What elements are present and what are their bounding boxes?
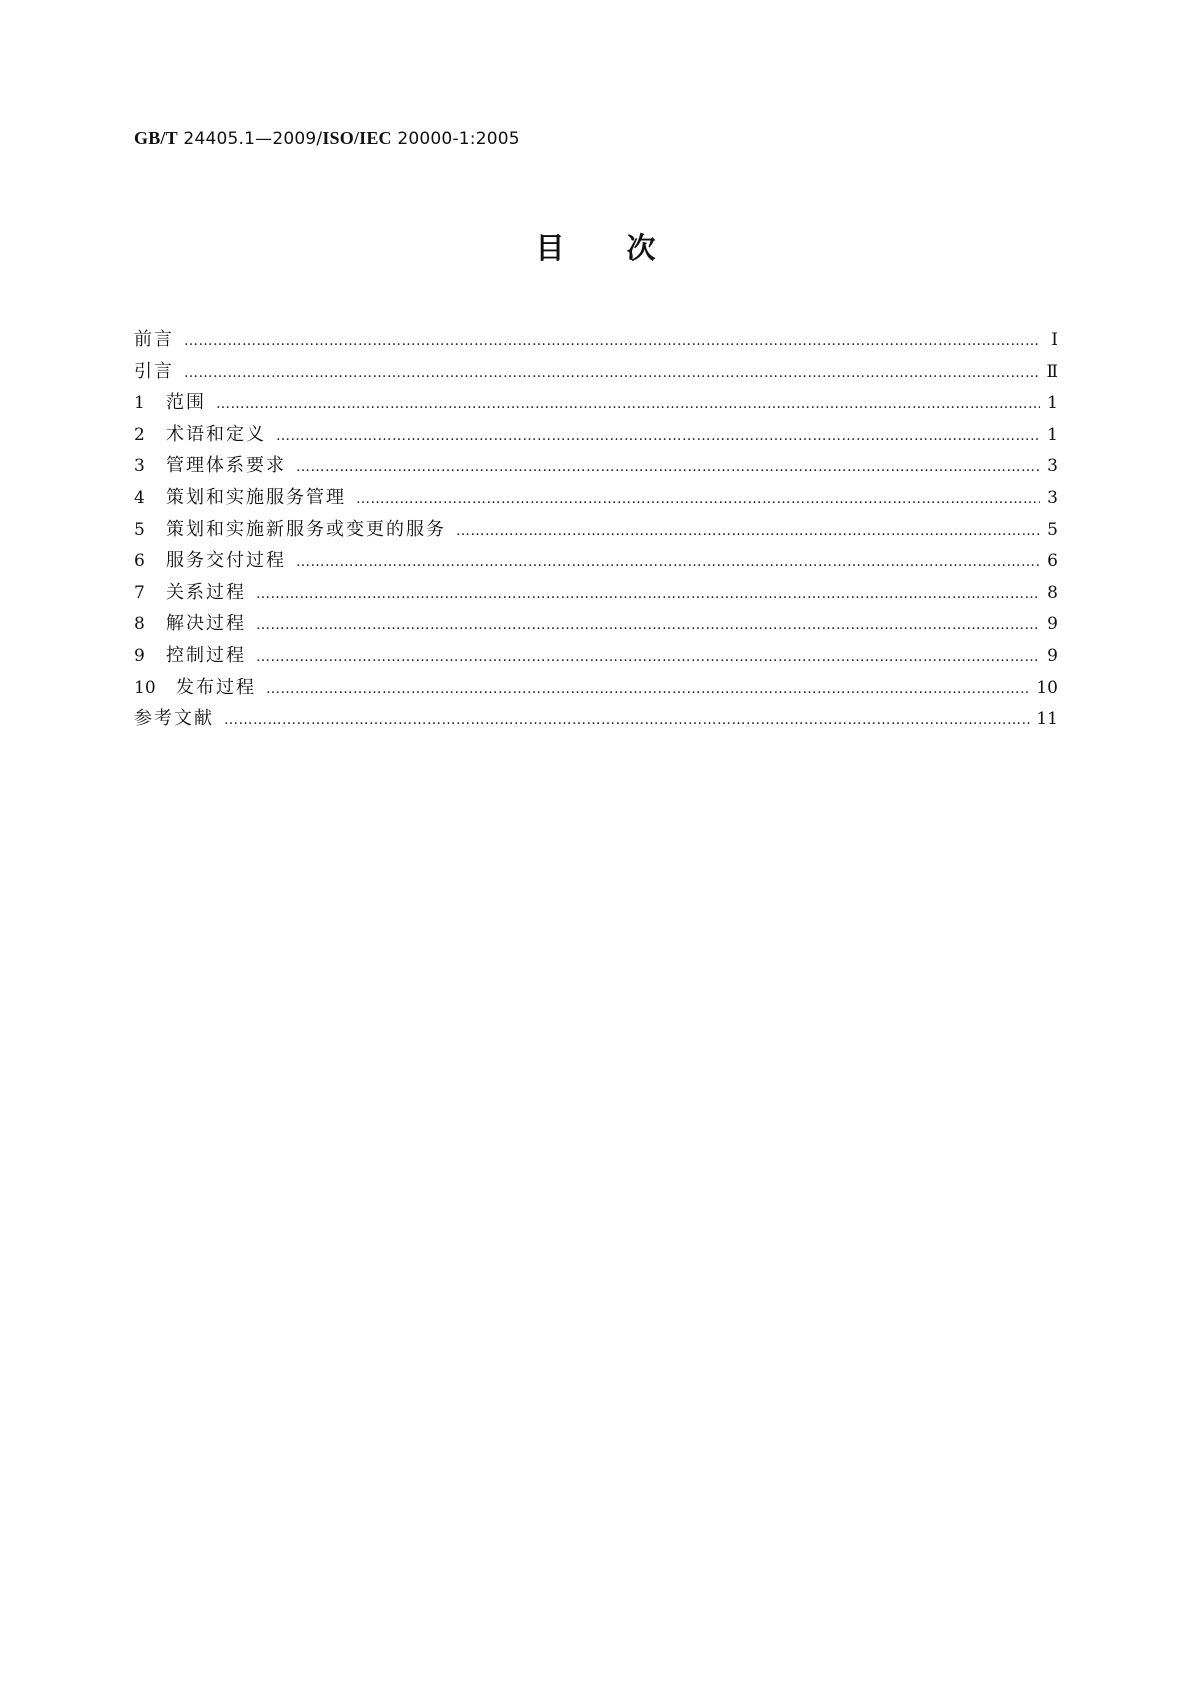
- toc-entry-label: 发布过程: [176, 676, 256, 698]
- toc-entry-page: 8: [1047, 582, 1058, 603]
- toc-leader-dots: [216, 396, 1040, 412]
- toc-entry-number: 10: [134, 677, 156, 698]
- toc-entry-section-8[interactable]: [134, 609, 1058, 641]
- toc-entry-section-6[interactable]: [134, 546, 1058, 578]
- toc-entry-bibliography[interactable]: [134, 704, 1058, 736]
- toc-entry-page: Ⅱ: [1046, 361, 1058, 382]
- toc-entry-foreword[interactable]: [134, 325, 1058, 357]
- toc-entry-page: 9: [1047, 645, 1058, 666]
- toc-leader-dots: [456, 523, 1040, 539]
- toc-leader-dots: [224, 712, 1030, 728]
- toc-entry-label: 策划和实施服务管理: [166, 486, 346, 508]
- toc-entry-label: 关系过程: [166, 581, 246, 603]
- iso-prefix: ISO/IEC: [322, 128, 392, 148]
- toc-leader-dots: [184, 333, 1040, 349]
- toc-entry-section-5[interactable]: [134, 515, 1058, 547]
- toc-entry-label: 服务交付过程: [166, 550, 286, 572]
- toc-leader-dots: [256, 586, 1040, 602]
- toc-leader-dots: [276, 428, 1040, 444]
- toc-entry-label: 术语和定义: [166, 423, 266, 445]
- standard-prefix: GB/T: [134, 128, 178, 148]
- toc-entry-page: 10: [1036, 677, 1058, 698]
- toc-entry-section-10[interactable]: [134, 673, 1058, 705]
- toc-entry-label: 解决过程: [166, 613, 246, 635]
- toc-entry-page: 5: [1047, 519, 1058, 540]
- toc-entry-section-2[interactable]: [134, 420, 1058, 452]
- toc-leader-dots: [256, 649, 1040, 665]
- toc-entry-page: 9: [1047, 614, 1058, 635]
- iso-number: 20000-1:2005: [391, 129, 520, 149]
- toc-entry-number: 6: [134, 551, 145, 572]
- toc-entry-page: 6: [1047, 551, 1058, 572]
- toc-leader-dots: [256, 617, 1040, 633]
- page-title: 目次: [535, 231, 718, 265]
- toc-entry-page: Ⅰ: [1051, 330, 1058, 350]
- toc-entry-number: 7: [134, 582, 145, 603]
- toc-entry-label: 范围: [166, 392, 206, 414]
- toc-leader-dots: [184, 365, 1040, 381]
- toc-entry-section-3[interactable]: [134, 451, 1058, 483]
- toc-leader-dots: [266, 681, 1030, 697]
- toc-entry-label: 引言: [134, 360, 174, 382]
- toc-entry-label: 策划和实施新服务或变更的服务: [166, 518, 446, 540]
- toc-entry-number: 8: [134, 614, 145, 635]
- toc-entry-section-9[interactable]: [134, 641, 1058, 673]
- toc-entry-page: 3: [1047, 487, 1058, 508]
- toc-leader-dots: [296, 554, 1040, 570]
- toc-entry-introduction[interactable]: [134, 357, 1058, 389]
- toc-entry-section-4[interactable]: [134, 483, 1058, 515]
- toc-entry-label: 前言: [134, 329, 174, 350]
- toc-entry-section-1[interactable]: [134, 388, 1058, 420]
- toc-entry-page: 11: [1036, 709, 1058, 730]
- standard-code: [134, 128, 520, 149]
- toc-entry-number: 9: [134, 645, 145, 666]
- toc-entry-number: 3: [134, 456, 145, 477]
- toc-entry-label: 参考文献: [134, 708, 214, 730]
- toc-entry-section-7[interactable]: [134, 578, 1058, 610]
- toc-entry-label: 控制过程: [166, 644, 246, 666]
- toc-entry-page: 3: [1047, 456, 1058, 477]
- table-of-contents: [134, 325, 1058, 736]
- toc-entry-page: 1: [1047, 424, 1058, 445]
- toc-leader-dots: [296, 459, 1040, 475]
- toc-leader-dots: [356, 491, 1040, 507]
- toc-entry-number: 4: [134, 487, 145, 508]
- toc-entry-label: 管理体系要求: [166, 455, 286, 477]
- toc-entry-number: 5: [134, 519, 145, 540]
- standard-number: 24405.1—2009/: [177, 129, 323, 149]
- toc-entry-number: 1: [134, 393, 145, 414]
- toc-entry-page: 1: [1047, 393, 1058, 414]
- toc-entry-number: 2: [134, 424, 145, 445]
